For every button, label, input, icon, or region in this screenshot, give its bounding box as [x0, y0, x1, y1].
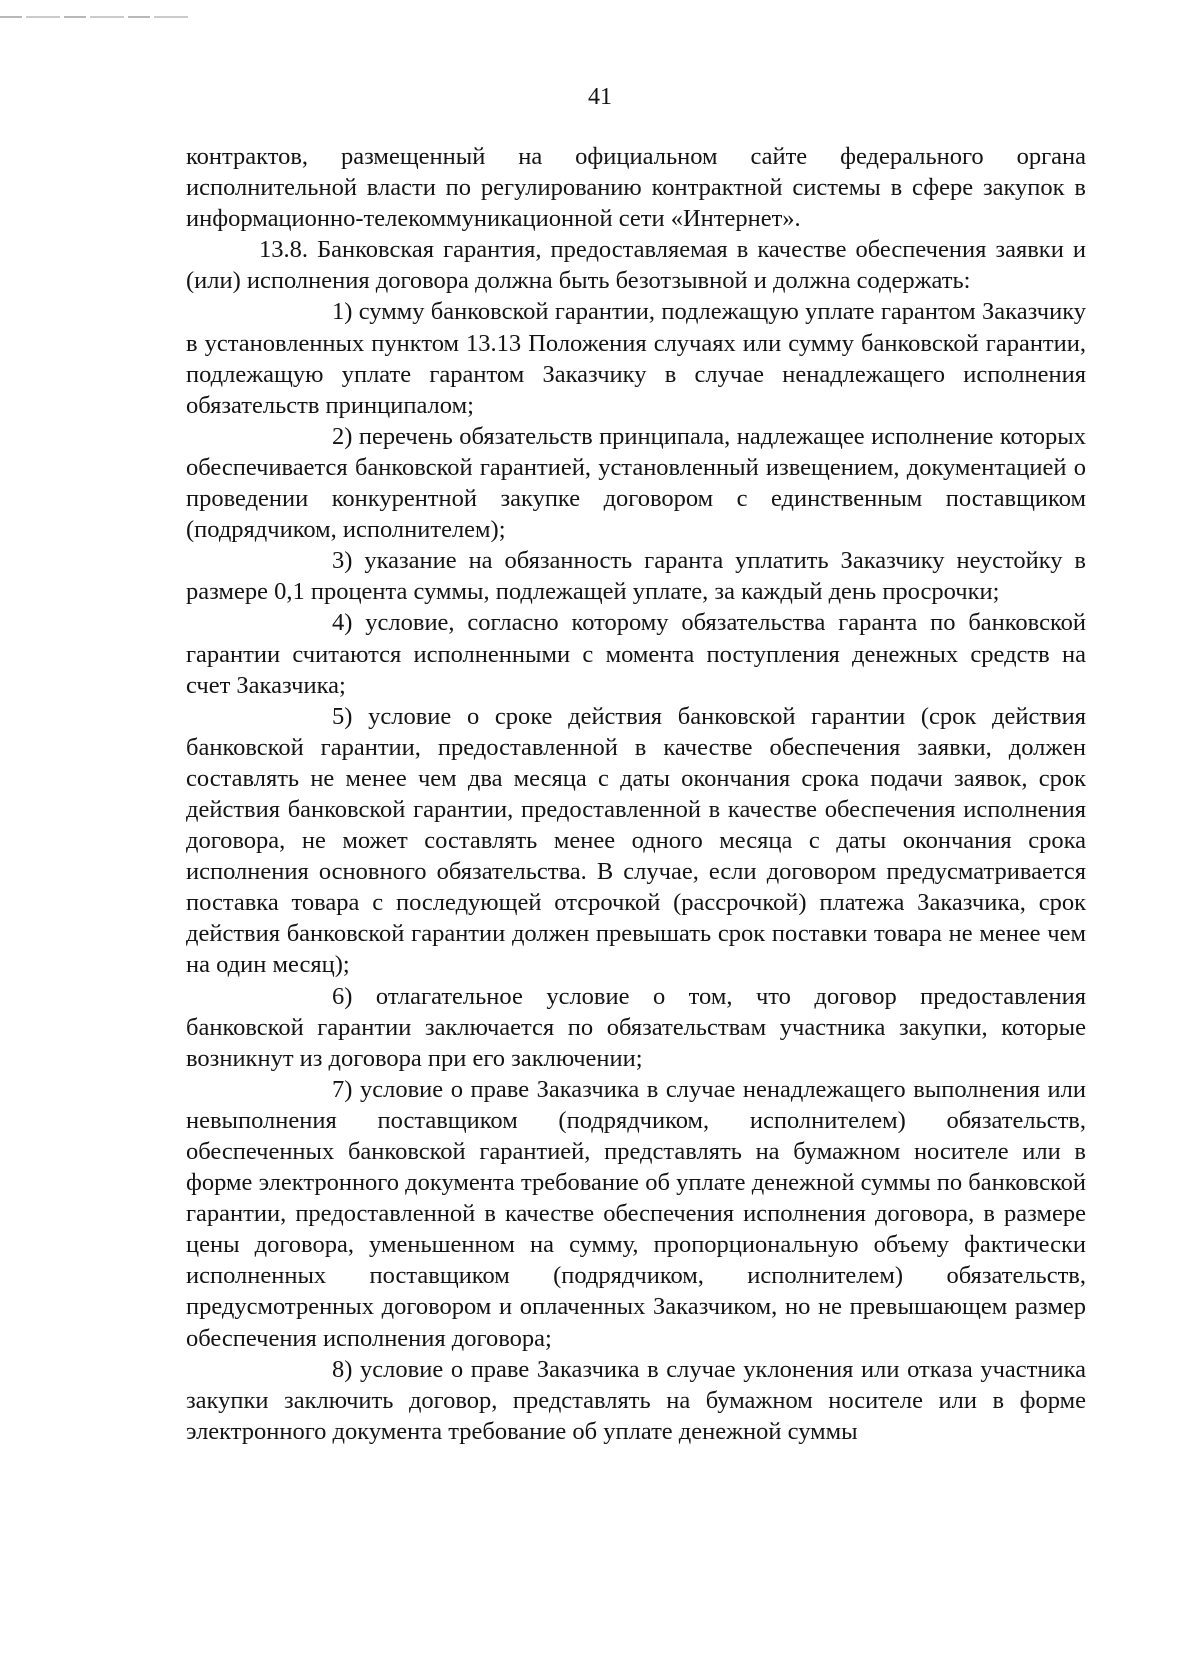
paragraph-13-8: [186, 234, 1086, 296]
list-number: 4): [332, 609, 353, 637]
list-item-6: [186, 981, 1086, 1074]
page-number: 41: [588, 84, 612, 110]
list-number: 2): [332, 422, 353, 450]
paragraph-text: контрактов, размещенный на официальном сайте федерального органа исполнительной власти по регулированию контрактной системы в сфере закупок в информационно-телекоммуникационной сети «Интернет».: [186, 143, 1086, 233]
list-item-8: [186, 1354, 1086, 1447]
list-number: 5): [332, 702, 353, 730]
list-item-text: условие о праве Заказчика в случае ненадлежащего выполнения или невыполнения поставщиком (подрядчиком, исполнителем) обязательств, обеспеченных банковской гарантией, представлять на бумажном носителе или в форме электронного документа требование об уплате денежной суммы по банковской гарантии, предоставленной в качестве обеспечения исполнения договора, в размере цены договора, уменьшенном на сумму, пропорциональную объему фактически исполненных поставщиком (подрядчиком, исполнителем) обязательств, предусмотренных договором и оплаченных Заказчиком, но не превышающем размер обеспечения исполнения договора;: [186, 1075, 1087, 1352]
list-item-text: условие о сроке действия банковской гарантии (срок действия банковской гарантии, предоставленной в качестве обеспечения заявки, должен составлять не менее чем два месяца с даты окончания срока подачи заявок, срок действия банковской гарантии, предоставленной в качестве обеспечения исполнения договора, не может составлять менее одного месяца с даты окончания срока исполнения основного обязательства. В случае, если договором предусматривается поставка товара с последующей отсрочкой (рассрочкой) платежа Заказчика, срок действия банковской гарантии должен превышать срок поставки товара не менее чем на один месяц);: [186, 702, 1086, 979]
paragraph-continuation: [186, 141, 1086, 234]
list-item-text: условие о праве Заказчика в случае уклонения или отказа участника закупки заключить договор, представлять на бумажном носителе или в форме электронного документа требование об уплате денежной суммы: [186, 1355, 1086, 1445]
list-item-1: [186, 296, 1086, 420]
list-number: 3): [332, 547, 353, 575]
paragraph-text: 13.8. Банковская гарантия, предоставляемая в качестве обеспечения заявки и (или) исполнения договора должна быть безотзывной и должна содержать:: [186, 236, 1086, 295]
list-number: 8): [332, 1355, 353, 1383]
list-item-3: [186, 545, 1086, 607]
list-number: 1): [332, 298, 353, 326]
list-item-text: отлагательное условие о том, что договор предоставления банковской гарантии заключается по обязательствам участника закупки, которые возникнут из договора при его заключении;: [186, 982, 1087, 1072]
list-item-4: [186, 607, 1086, 700]
list-item-text: условие, согласно которому обязательства гаранта по банковской гарантии считаются исполненными с момента поступления денежных средств на счет Заказчика;: [186, 609, 1087, 699]
list-item-text: перечень обязательств принципала, надлежащее исполнение которых обеспечивается банковской гарантией, установленный извещением, документацией о проведении конкурентной закупке договором с единственным поставщиком (подрядчиком, исполнителем);: [186, 422, 1087, 544]
list-item-5: [186, 701, 1086, 981]
list-number: 7): [332, 1075, 353, 1103]
scan-edge-mark: [0, 16, 190, 18]
list-number: 6): [332, 982, 353, 1010]
list-item-text: указание на обязанность гаранта уплатить Заказчику неустойку в размере 0,1 процента суммы, подлежащей уплате, за каждый день просрочки;: [186, 547, 1086, 606]
list-item-2: [186, 421, 1086, 545]
list-item-text: сумму банковской гарантии, подлежащую уплате гарантом Заказчику в установленных пунктом 13.13 Положения случаях или сумму банковской гарантии, подлежащую уплате гарантом Заказчику в случае ненадлежащего исполнения обязательств принципалом;: [186, 298, 1086, 419]
document-body: [186, 141, 1086, 1447]
list-item-7: [186, 1074, 1086, 1354]
